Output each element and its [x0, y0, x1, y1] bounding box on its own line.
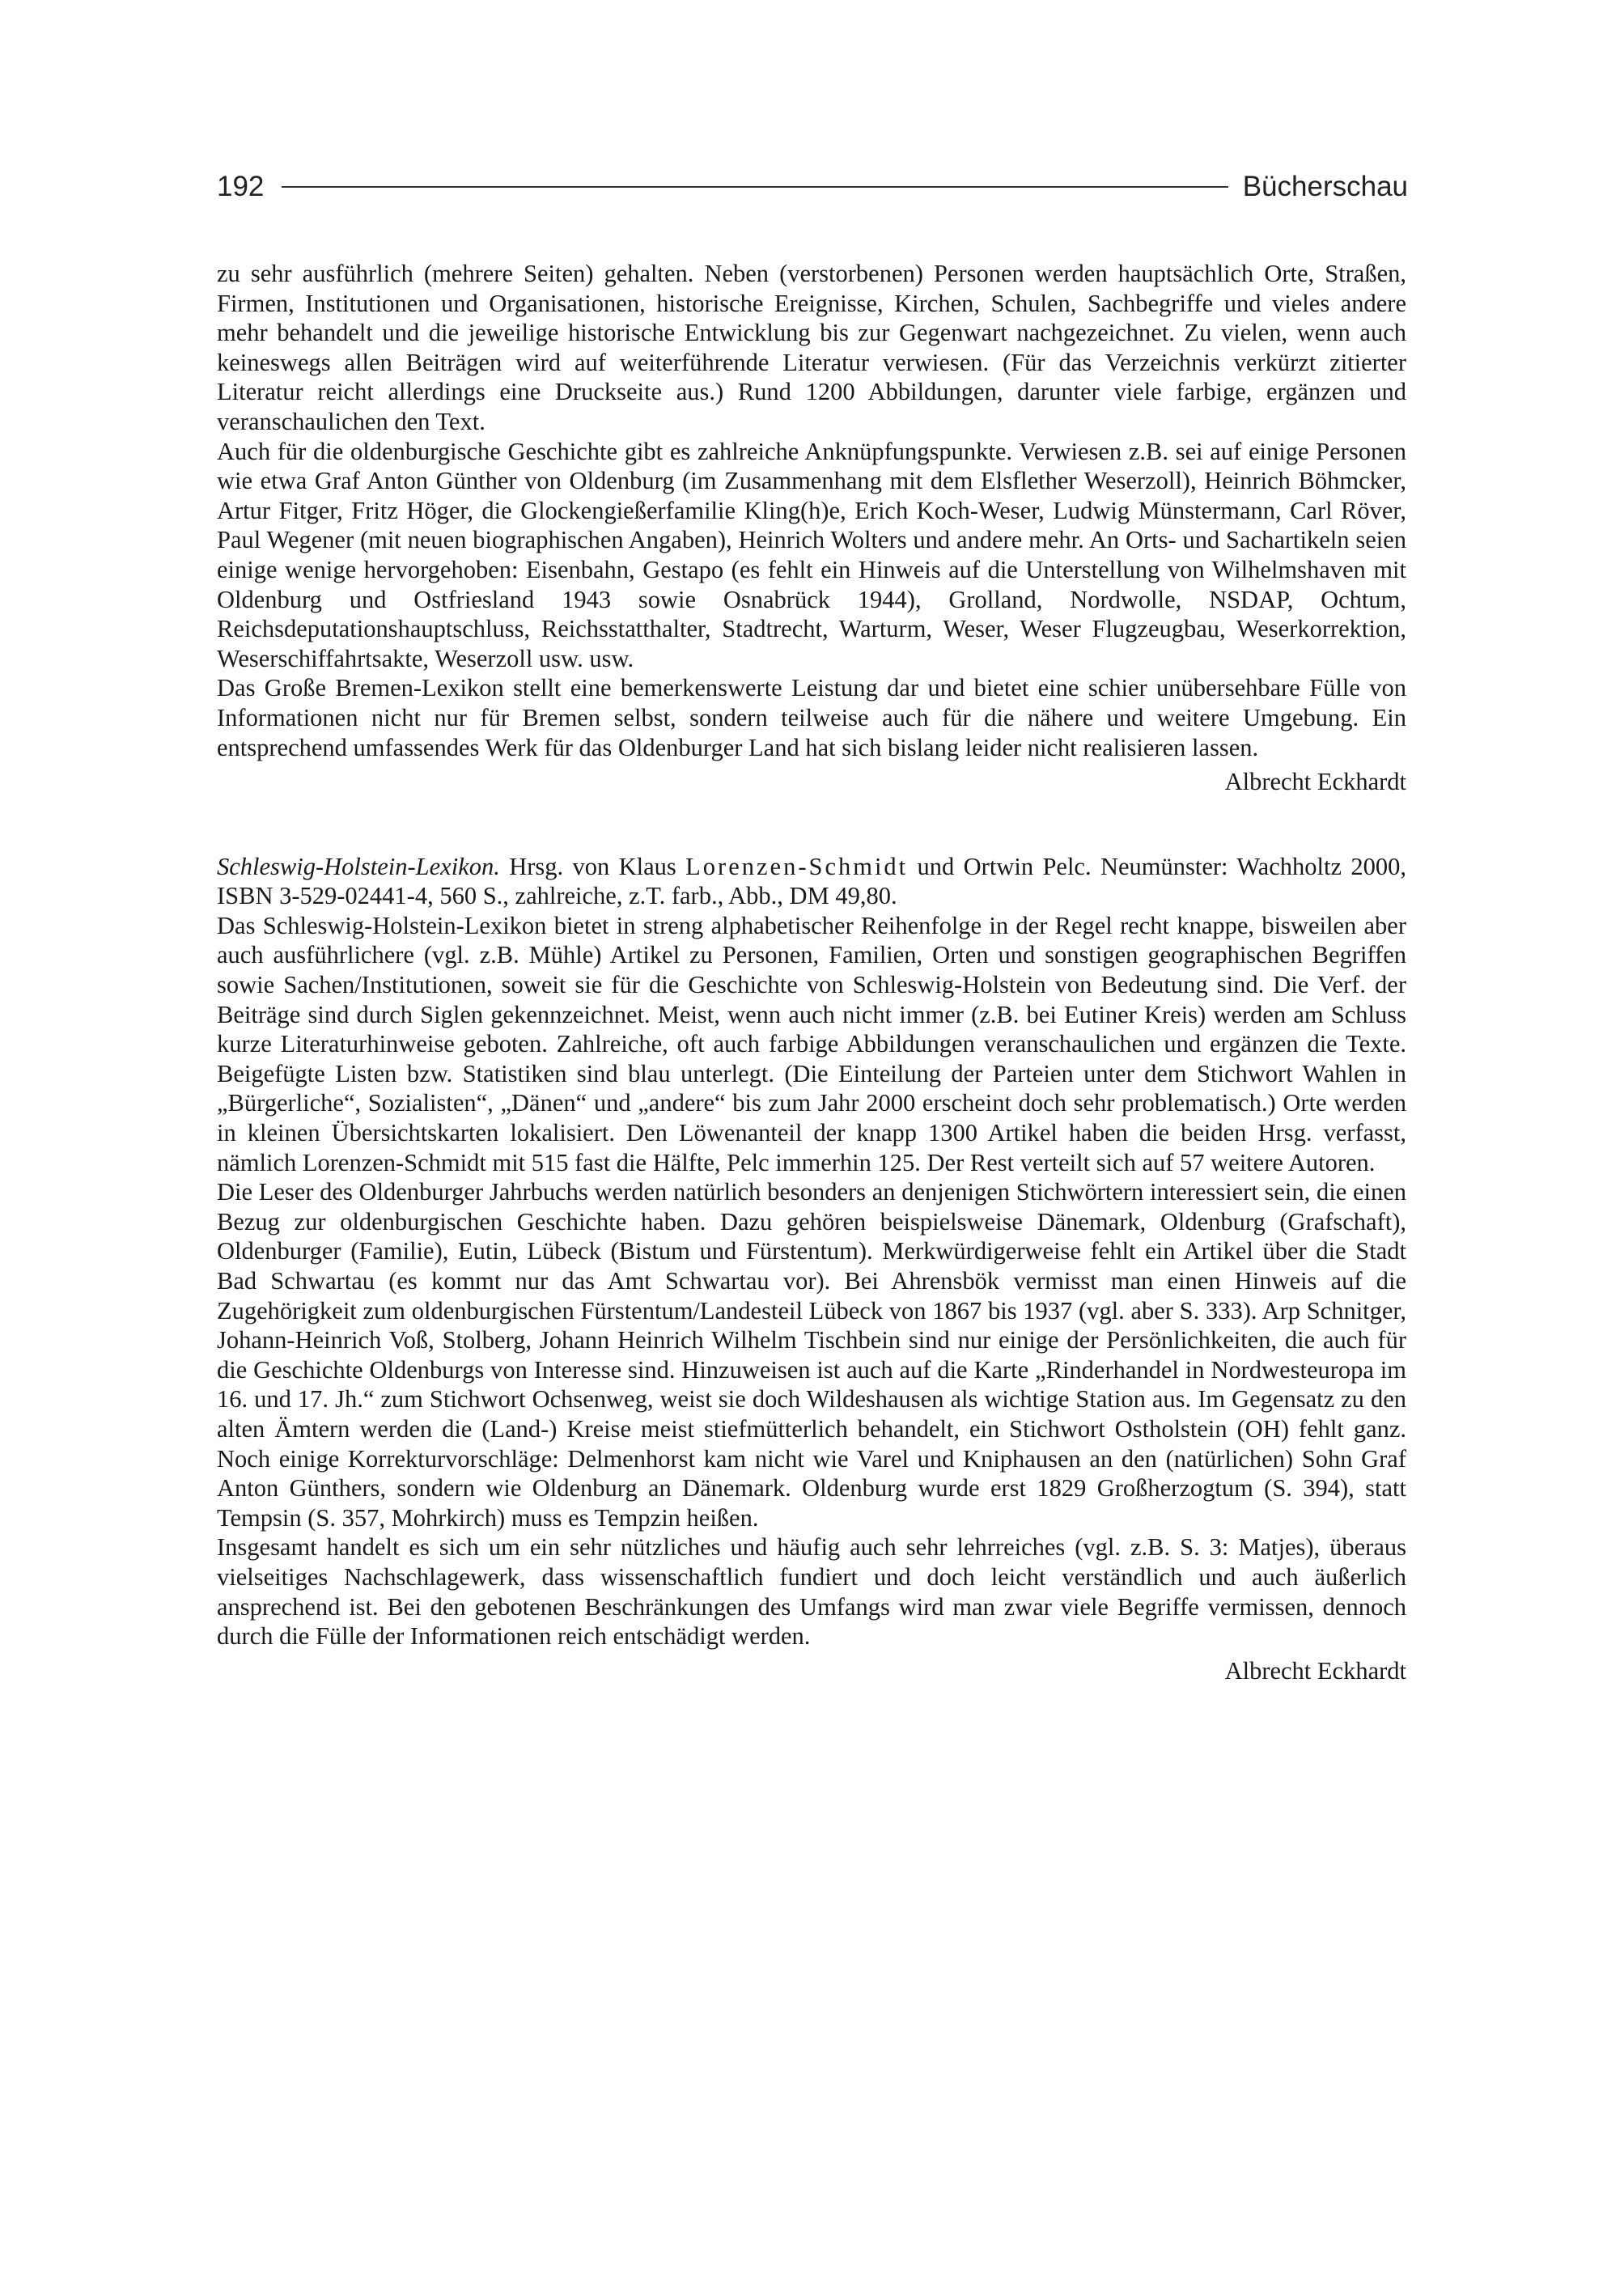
review2-paragraph-2: Die Leser des Oldenburger Jahrbuchs werden natürlich besonders an denjenigen Stichwörtern interessiert sein, die einen Bezug zur oldenburgischen Geschichte haben. Dazu gehören beispielsweise Dänemark, Oldenburg (Grafschaft), Oldenburger (Familie), Eutin, Lübeck (Bistum und Fürstentum). Merkwürdigerweise fehlt ein Artikel über die Stadt Bad Schwartau (es kommt nur das Amt Schwartau vor). Bei Ahrensbök vermisst man einen Hinweis auf die Zugehörigkeit zum oldenburgischen Fürstentum/Landesteil Lübeck von 1867 bis 1937 (vgl. aber S. 333). Arp Schnitger, Johann-Heinrich Voß, Stolberg, Johann Heinrich Wilhelm Tischbein sind nur einige der Persönlichkeiten, die auch für die Geschichte Oldenburgs von Interesse sind. Hinzuweisen ist auch auf die Karte „Rinderhandel in Nordwesteuropa im 16. und 17. Jh.“ zum Stichwort Ochsenweg, weist sie doch Wildeshausen als wichtige Station aus. Im Gegensatz zu den alten Ämtern werden die (Land-) Kreise meist stiefmütterlich behandelt, ein Stichwort Ostholstein (OH) fehlt ganz. Noch einige Korrekturvorschläge: Delmenhorst kam nicht wie Varel und Kniphausen an den (natürlichen) Sohn Graf Anton Günthers, sondern wie Oldenburg an Dänemark. Oldenburg wurde erst 1829 Großherzogtum (S. 394), statt Tempsin (S. 357, Mohrkirch) muss es Tempzin heißen.	[217, 1178, 1406, 1532]
review1-paragraph-1: zu sehr ausführlich (mehrere Seiten) gehalten. Neben (verstorbenen) Personen werden hauptsächlich Orte, Straßen, Firmen, Institutionen und Organisationen, historische Ereignisse, Kirchen, Schulen, Sachbegriffe und vieles andere mehr behandelt und die jeweilige historische Entwicklung bis zur Gegenwart nachgezeichnet. Zu vielen, wenn auch keineswegs allen Beiträgen wird auf weiterführende Literatur verwiesen. (Für das Verzeichnis verkürzt zitierter Literatur reicht allerdings eine Druckseite aus.) Rund 1200 Abbildungen, darunter viele farbige, ergänzen und veranschaulichen den Text.	[217, 260, 1406, 435]
review1-author: Albrecht Eckhardt	[1224, 768, 1406, 796]
running-header	[217, 167, 1408, 207]
review-schleswig-holstein-lexikon	[217, 852, 1406, 1686]
review2-citation	[217, 852, 1406, 911]
citation-editors-prefix: Hrsg. von Klaus	[509, 852, 676, 880]
page-body	[217, 259, 1406, 1685]
review2-author: Albrecht Eckhardt	[1224, 1656, 1406, 1685]
review1-paragraph-2: Auch für die oldenburgische Geschichte gibt es zahlreiche Anknüpfungspunkte. Verwiesen z.B. sei auf einige Personen wie etwa Graf Anton Günther von Oldenburg (im Zusammenhang mit dem Elsflether Weserzoll), Heinrich Böhmcker, Artur Fitger, Fritz Höger, die Glockengießerfamilie Kling(h)e, Erich Koch-Weser, Ludwig Münstermann, Carl Röver, Paul Wegener (mit neuen biographischen Angaben), Heinrich Wolters und andere mehr. An Orts- und Sachartikeln seien einige wenige hervorgehoben: Eisenbahn, Gestapo (es fehlt ein Hinweis auf die Unterstellung von Wilhelmshaven mit Oldenburg und Ostfriesland 1943 sowie Osnabrück 1944), Grolland, Nordwolle, NSDAP, Ochtum, Reichsdeputationshauptschluss, Reichsstatthalter, Stadtrecht, Warturm, Weser, Weser Flugzeugbau, Weserkorrektion, Weserschiffahrtsakte, Weserzoll usw. usw.	[217, 437, 1406, 672]
section-title: Bücherschau	[1242, 171, 1408, 202]
review2-paragraph-1: Das Schleswig-Holstein-Lexikon bietet in streng alphabetischer Reihenfolge in der Regel recht knappe, bisweilen aber auch ausführlichere (vgl. z.B. Mühle) Artikel zu Personen, Familien, Orten und sonstigen geographischen Begriffen sowie Sachen/Institutionen, soweit sie für die Geschichte von Schleswig-Holstein von Bedeutung sind. Die Verf. der Beiträge sind durch Siglen gekennzeichnet. Meist, wenn auch nicht immer (z.B. bei Eutiner Kreis) werden am Schluss kurze Literaturhinweise geboten. Zahlreiche, oft auch farbige Abbildungen veranschaulichen und ergänzen die Texte. Beigefügte Listen bzw. Statistiken sind blau unterlegt. (Die Einteilung der Parteien unter dem Stichwort Wahlen in „Bürgerliche“, Sozialisten“, „Dänen“ und „andere“ bis zum Jahr 2000 erscheint doch sehr problematisch.) Orte werden in kleinen Übersichtskarten lokalisiert. Den Löwenanteil der knapp 1300 Artikel haben die beiden Hrsg. verfasst, nämlich Lorenzen-Schmidt mit 515 fast die Hälfte, Pelc immerhin 125. Der Rest verteilt sich auf 57 weitere Autoren.	[217, 911, 1406, 1176]
citation-editors-mid: und Ortwin	[917, 852, 1034, 880]
review1-paragraph-3: Das Große Bremen-Lexikon stellt eine bemerkenswerte Leistung dar und bietet eine schier unübersehbare Fülle von Informationen nicht nur für Bremen selbst, sondern teilweise auch für die nähere und weitere Umgebung. Ein entsprechend umfassendes Werk für das Oldenburger Land hat sich bislang leider nicht realisieren lassen.	[217, 674, 1406, 761]
review2-paragraph-3: Insgesamt handelt es sich um ein sehr nützliches und häufig auch sehr lehrreiches (vgl. z.B. S. 3: Matjes), überaus vielseitiges Nachschlagewerk, dass wissenschaftlich fundiert und doch leicht verständlich und auch äußerlich ansprechend ist. Bei den gebotenen Beschränkungen des Umfangs wird man zwar viele Begriffe vermissen, dennoch durch die Fülle der Informationen reich entschädigt werden.	[217, 1533, 1406, 1651]
citation-details: Neumünster: Wachholtz 2000, ISBN 3-529-02441-4, 560 S., zahlreiche, z.T. farb., Abb., DM 49,80.	[217, 852, 1406, 910]
header-rule	[282, 186, 1228, 188]
review-bremen-lexikon	[217, 259, 1406, 797]
editor-2-surname: Pelc.	[1042, 852, 1092, 880]
editor-1-surname: Lorenzen-Schmidt	[685, 852, 909, 880]
book-title: Schleswig-Holstein-Lexikon.	[217, 852, 500, 880]
review-separator	[217, 797, 1406, 852]
page-number: 192	[217, 171, 265, 202]
